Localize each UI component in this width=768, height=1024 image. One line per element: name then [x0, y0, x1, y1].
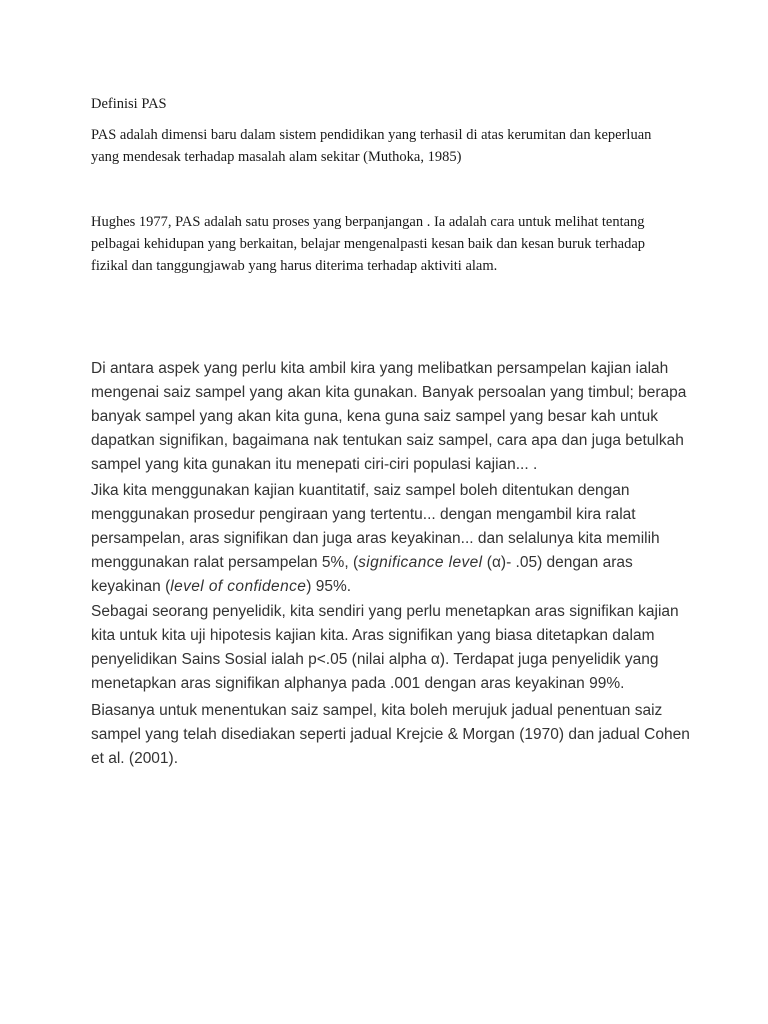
paragraph-line: kita untuk kita uji hipotesis kajian kita. Aras signifikan yang biasa ditetapkan dalam — [91, 627, 655, 644]
paragraph-line: persampelan, aras signifikan dan juga aras keyakinan... dan selalunya kita memilih — [91, 530, 660, 547]
text-segment: (α)- .05) dengan aras — [482, 554, 633, 571]
paragraph-sample-size-tables — [91, 699, 691, 771]
paragraph-line: penyelidikan Sains Sosial ialah p<.05 (nilai alpha α). Terdapat juga penyelidik yang — [91, 651, 659, 668]
paragraph-researcher-significance — [91, 600, 681, 696]
paragraph-hughes — [91, 211, 681, 277]
paragraph-sampling-aspects — [91, 357, 691, 477]
paragraph-pas-definition — [91, 124, 701, 168]
paragraph-line: fizikal dan tanggungjawab yang harus diterima terhadap aktiviti alam. — [91, 258, 498, 274]
paragraph-line: Hughes 1977, PAS adalah satu proses yang berpanjangan . Ia adalah cara untuk melihat tentang — [91, 214, 645, 230]
paragraph-line: Jika kita menggunakan kajian kuantitatif, saiz sampel boleh ditentukan dengan — [91, 482, 630, 499]
text-segment: keyakinan ( — [91, 578, 171, 595]
text-segment: ) 95%. — [306, 578, 352, 595]
paragraph-line: Sebagai seorang penyelidik, kita sendiri yang perlu menetapkan aras signifikan kajian — [91, 603, 679, 620]
paragraph-line: et al. (2001). — [91, 750, 179, 767]
paragraph-line: mengenai saiz sampel yang akan kita gunakan. Banyak persoalan yang timbul; berapa — [91, 384, 687, 401]
paragraph-line-significance — [91, 551, 681, 575]
significance-level-term: significance level — [358, 554, 483, 571]
paragraph-line: pelbagai kehidupan yang berkaitan, belajar mengenalpasti kesan baik dan kesan buruk terhadap — [91, 236, 646, 252]
paragraph-line: Biasanya untuk menentukan saiz sampel, kita boleh merujuk jadual penentuan saiz — [91, 702, 663, 719]
heading-text: Definisi PAS — [91, 96, 167, 112]
paragraph-line: menggunakan prosedur pengiraan yang tertentu... dengan mengambil kira ralat — [91, 506, 636, 523]
paragraph-quantitative — [91, 479, 681, 599]
paragraph-line: sampel yang kita gunakan itu menepati ciri-ciri populasi kajian... . — [91, 456, 538, 473]
paragraph-line: menetapkan aras signifikan alphanya pada .001 dengan aras keyakinan 99%. — [91, 675, 625, 692]
paragraph-line: dapatkan signifikan, bagaimana nak tentukan saiz sampel, cara apa dan juga betulkah — [91, 432, 684, 449]
paragraph-line: Di antara aspek yang perlu kita ambil kira yang melibatkan persampelan kajian ialah — [91, 360, 669, 377]
paragraph-line: PAS adalah dimensi baru dalam sistem pendidikan yang terhasil di atas kerumitan dan keperluan — [91, 127, 652, 143]
heading-definisi-pas — [91, 93, 691, 115]
paragraph-line: yang mendesak terhadap masalah alam sekitar (Muthoka, 1985) — [91, 149, 462, 165]
level-of-confidence-term: level of confidence — [170, 578, 307, 595]
text-segment: menggunakan ralat persampelan 5%, ( — [91, 554, 359, 571]
paragraph-line-confidence — [91, 575, 681, 599]
paragraph-line: banyak sampel yang akan kita guna, kena guna saiz sampel yang besar kah untuk — [91, 408, 658, 425]
paragraph-line: sampel yang telah disediakan seperti jadual Krejcie & Morgan (1970) dan jadual Cohen — [91, 726, 690, 743]
